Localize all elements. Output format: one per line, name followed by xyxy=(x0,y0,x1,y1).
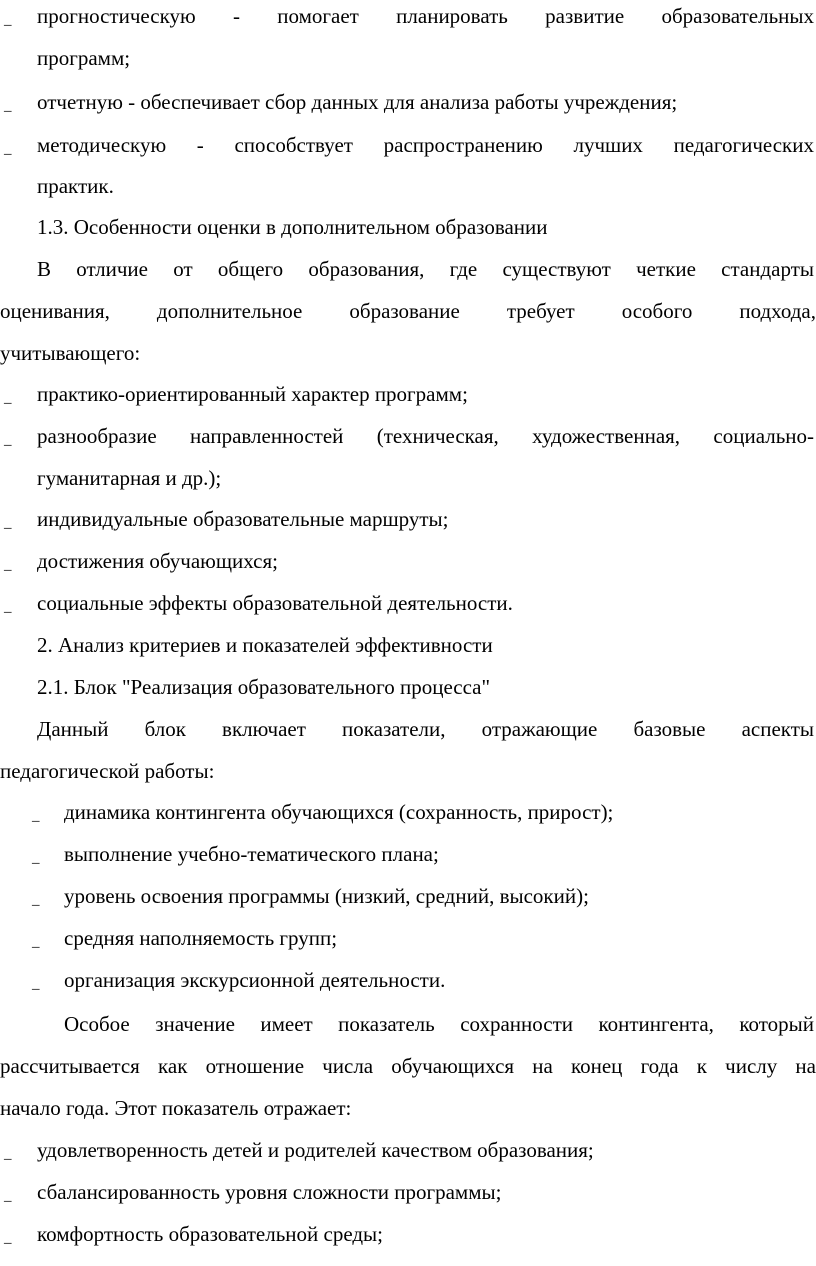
list-item: организация экскурсионной деятельности. xyxy=(64,968,446,992)
list-bullet: – xyxy=(32,981,40,997)
paragraph-line: Данный блок включает показатели, отражающие базовые аспекты xyxy=(37,717,814,741)
list-bullet: – xyxy=(4,437,12,453)
list-item: социальные эффекты образовательной деятельности. xyxy=(37,591,513,615)
paragraph-line: рассчитывается как отношение числа обучающихся на конец года к числу на xyxy=(0,1054,816,1078)
list-item: комфортность образовательной среды; xyxy=(37,1222,383,1246)
paragraph-line: учитывающего: xyxy=(0,341,141,365)
list-item-continuation: практик. xyxy=(37,174,114,198)
list-item-continuation: программ; xyxy=(37,46,131,70)
list-item: разнообразие направленностей (техническая, художественная, социально- xyxy=(37,424,814,448)
list-item: выполнение учебно-тематического плана; xyxy=(64,842,439,866)
paragraph-line: Особое значение имеет показатель сохранности контингента, который xyxy=(64,1012,814,1036)
list-item: динамика контингента обучающихся (сохранность, прирост); xyxy=(64,800,614,824)
section-heading: 1.3. Особенности оценки в дополнительном образовании xyxy=(37,215,548,239)
list-item: достижения обучающихся; xyxy=(37,549,278,573)
list-bullet: – xyxy=(4,520,12,536)
paragraph-line: начало года. Этот показатель отражает: xyxy=(0,1096,352,1120)
list-bullet: – xyxy=(4,395,12,411)
list-bullet: – xyxy=(4,103,12,119)
list-item-continuation: гуманитарная и др.); xyxy=(37,466,222,490)
list-bullet: – xyxy=(4,1235,12,1251)
list-bullet: – xyxy=(4,17,12,33)
list-item: уровень освоения программы (низкий, средний, высокий); xyxy=(64,884,589,908)
list-item: практико-ориентированный характер программ; xyxy=(37,382,468,406)
list-item: индивидуальные образовательные маршруты; xyxy=(37,507,449,531)
paragraph-line: В отличие от общего образования, где существуют четкие стандарты xyxy=(37,257,814,281)
list-bullet: – xyxy=(32,897,40,913)
list-bullet: – xyxy=(4,146,12,162)
list-bullet: – xyxy=(4,604,12,620)
paragraph-line: оценивания, дополнительное образование требует особого подхода, xyxy=(0,299,816,323)
list-bullet: – xyxy=(32,939,40,955)
list-bullet: – xyxy=(4,562,12,578)
list-item: прогностическую - помогает планировать развитие образовательных xyxy=(37,4,814,28)
list-item: отчетную - обеспечивает сбор данных для анализа работы учреждения; xyxy=(37,90,678,114)
list-bullet: – xyxy=(32,855,40,871)
list-bullet: – xyxy=(4,1193,12,1209)
paragraph-line: педагогической работы: xyxy=(0,759,215,783)
subsection-heading: 2.1. Блок "Реализация образовательного процесса" xyxy=(37,675,491,699)
list-bullet: – xyxy=(4,1151,12,1167)
list-item: средняя наполняемость групп; xyxy=(64,926,338,950)
list-bullet: – xyxy=(32,813,40,829)
list-item: сбалансированность уровня сложности программы; xyxy=(37,1180,502,1204)
list-item: удовлетворенность детей и родителей качеством образования; xyxy=(37,1138,594,1162)
section-heading: 2. Анализ критериев и показателей эффективности xyxy=(37,633,493,657)
list-item: методическую - способствует распространению лучших педагогических xyxy=(37,133,814,157)
